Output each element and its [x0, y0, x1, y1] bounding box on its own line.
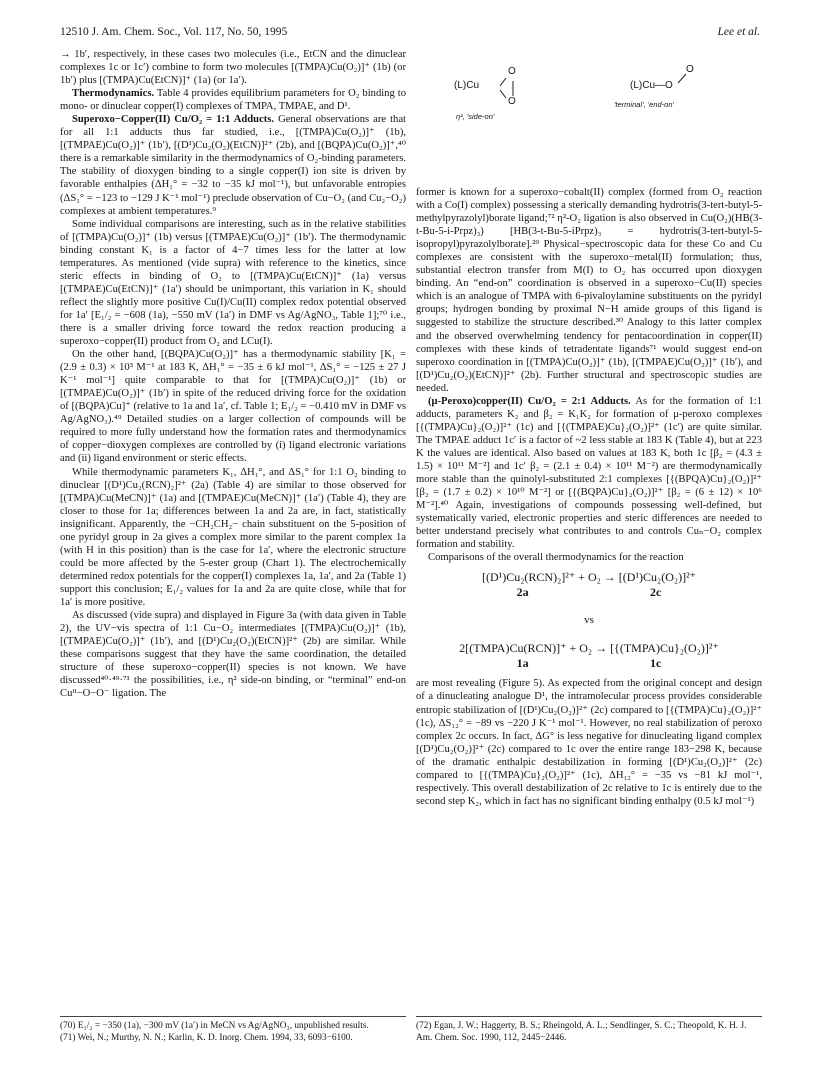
paragraph: former is known for a superoxo−cobalt(II) complex (formed from O₂ reaction with a Co(I) complex) possessing a sterically demanding hydrotris(3-tert-butyl-5-methylpyrazolyl)borate ligand;⁷² η²-O₂ ligation is also observed in Cu(O₂)(HB(3-t-Bu-5-i-Prpz)₃) [HB(3-t-Bu-5-iPrpz)₃ = hydrotris(3-tert-butyl-5-isopropyl)pyrazolylborate].²⁹ Physical−spectroscopic data for these Co and Cu complexes are consistent with the superoxo−metal(II) formulation; thus, substantial electron transfer from M(I) to O₂ has occurred upon dioxygen binding. An “end-on” coordination is observed in a superoxo−Cu(II) species which is an analogue of TMPA with 6-pivaloylamine substituents on the pyridyl groups; hydrogen bonding by proximal N−H amide groups of this ligand is suggested to stabilize the structure described.³⁰ Analogy to this latter complex and the observed overwhelming tendency for pentacoordination in copper(II) complexes with these kinds of tetradentate ligands⁷¹ would suggest end-on superoxo coordination in [(TMPA)Cu(O₂)]⁺ (1b), [(TMPAE)Cu(O₂)]⁺ (1b′), and [(D¹)Cu₂(O₂)(EtCN)]²⁺ (2b). Further structural and spectroscopic studies are needed.	[416, 187, 762, 394]
equation-2: 2[(TMPA)Cu(RCN)]⁺ + O₂ → [{(TMPA)Cu}₂(O₂)]²⁺ 1a 1c	[459, 641, 719, 671]
equation-label: 1a	[516, 656, 529, 671]
oxygen-atom: O	[508, 66, 516, 77]
binding-mode-figure	[416, 52, 762, 176]
paragraph: While thermodynamic parameters K₁, ΔH₁°, and ΔS₁° for 1:1 O₂ binding to dinuclear [(D¹)Cu₂(RCN)₂]²⁺ (2a) (Table 4) are similar to those observed for [(TMPA)Cu(MeCN)]⁺ (1a) and [(TMPAE)Cu(MeCN)]⁺ (1a′) (Table 4), they are closer to those for 1a; differences between 1a and 2a are, in fact, statistically insignificant. Apparently, the −CH₂CH₂− chain substituent on the 5-position of one pyridyl group in 2a gives a complex more similar to the parent complex 1a (with H in this position) than is the case for 1a′, where the electronic structure could be more affected by the 5-ester group (Chart 1). The electrochemically determined redox potentials for the copper(I) complexes 1a, 1a′, and 2a (Table 1) support this conclusion; E₁/₂ values for 1a and 2a are quite close, while that for 1a′ is more positive.	[60, 466, 406, 608]
equation-label: 1c	[649, 656, 662, 671]
section-heading: Thermodynamics.	[72, 88, 155, 100]
paragraph: are most revealing (Figure 5). As expected from the original concept and design of a dinucleating analogue D¹, the intramolecular process provides considerable entropic stabilization of [(D¹)Cu₂(O₂)]²⁺ (2c) compared to [{(TMPA)Cu}₂(O₂)]²⁺ (1c), ΔS₁₂° = −89 vs −220 J K⁻¹ mol⁻¹. However, no real stabilization of peroxo complex 2c occurs. In fact, ΔG° is less negative for dinucleating ligand complex [(D¹)Cu₂(O₂)]²⁺ (2c) compared to 1c over the entire range 183−298 K, because of the dramatic enthalpic destabilization in forming [(D¹)Cu₂(O₂)]²⁺ (2c) compared to [{(TMPA)Cu}₂(O₂)]²⁺ (1c), ΔH₁₂° = −35 vs −81 kJ mol⁻¹, respectively. This overall destabilization of 2c relative to 1c is entirely due to the second step K₂, which in fact has no significant binding enthalpy (0.5 kJ mol⁻¹)	[416, 678, 762, 807]
side-on-label: (L)Cu	[454, 80, 480, 91]
running-header: 12510 J. Am. Chem. Soc., Vol. 117, No. 50, 1995	[60, 26, 288, 38]
equation-label: 2a	[516, 585, 529, 600]
oxygen-atom: O	[686, 64, 694, 75]
oxygen-atom: O	[508, 96, 516, 107]
paragraph: → 1b′, respectively, in these cases two molecules (i.e., EtCN and the dinuclear complexes 1c or 1c′) combine to form two molecules [(TMPA)Cu(O₂)]⁺ (1b) (or 1b′) plus [(TMPA)Cu(EtCN)]⁺ (1a) (or 1a′).	[60, 49, 406, 87]
right-column	[416, 186, 762, 808]
side-on-caption: η², 'side-on'	[456, 112, 495, 121]
left-column	[60, 48, 406, 700]
versus-label: vs	[584, 614, 594, 627]
footnote: (71) Wei, N.; Murthy, N. N.; Karlin, K. D. Inorg. Chem. 1994, 33, 6093−6100.	[60, 1032, 353, 1043]
footnotes-right	[416, 1016, 762, 1044]
paragraph: On the other hand, [(BQPA)Cu(O₂)]⁺ has a thermodynamic stability [K₁ = (2.9 ± 0.3) × 10³ M⁻¹ at 183 K, ΔH₁° = −35 ± 6 kJ mol⁻¹, ΔS₁° = −125 ± 27 J K⁻¹ mol⁻¹] quite comparable to that for [(TMPA)Cu(O₂)]⁺ (1b) or [(TMPAE)Cu(O₂)]⁺ (1b′) in spite of the reduced driving force for the oxidation of [(BQPA)Cu]⁺ (relative to 1a and 1a′, cf. Table 1; E₁/₂ = −0.410 mV in DMF vs Ag/AgNO₃).⁴⁹ Detailed studies on a larger collection of compounds will be required to more fully understand how the formation rates and thermodynamics of copper−dioxygen complexes are controlled by (i) ligand electronic variations and (ii) ligand environment or steric effects.	[60, 349, 406, 465]
paragraph: (μ-Peroxo)copper(II) Cu/O₂ = 2:1 Adducts. As for the formation of 1:1 adducts, parameters K₂ and β₂ = K₁K₂ for formation of μ-peroxo complexes [{(TMPA)Cu}₂(O₂)]²⁺ (1c) and [{(TMPAE)Cu}₂(O₂)]²⁺ (1c′) are quite similar. The TMPAE adduct 1c′ is a factor of ~2 less stable at 183 K (Table 4), but at 223 K the values are identical. Also based on values at 183 K, both 1c [β₂ = (4.3 ± 1.5) × 10¹¹ M⁻²] and 1c′ β₂ = (2.1 ± 0.4) × 10¹¹ M⁻²) are thermodynamically more stable than the quinolyl-substituted 2:1 complexes [{(BPQA)Cu}₂(O₂)]²⁺ [β₂ = (1.7 ± 0.2) × 10¹⁰ M⁻²] or [{(BQPA)Cu}₂(O₂)]²⁺ [β₂ = (6 ± 12) × 10⁶ M⁻²].⁴⁰ Again, investigations of compounds possessing well-defined, but systematically varied, electronic properties and steric differences are needed to better understand precisely what contributes to and controls Cuₙ−O₂ complex formation and stability.	[416, 395, 763, 551]
end-on-caption: 'terminal', 'end-on'	[614, 100, 674, 109]
paragraph: Thermodynamics. Table 4 provides equilibrium parameters for O₂ binding to mono- or dinuclear copper(I) complexes of TMPA, TMPAE, and D¹.	[60, 88, 406, 113]
paragraph: Comparisons of the overall thermodynamics for the reaction	[428, 552, 684, 564]
footnotes-left	[60, 1016, 406, 1044]
paragraph: As discussed (vide supra) and displayed in Figure 3a (with data given in Table 2), the UV−vis spectra of 1:1 Cu−O₂ intermediates [(TMPA)Cu(O₂)]⁺ (1b), [(TMPAE)Cu(O₂)]⁺ (1b′), and [(D¹)Cu₂(O₂)(EtCN)]²⁺ (2b) are similar. While these comparisons suggest that they have the same coordination, the detailed structure of these superoxo−copper(II) species is not known. We have discussed⁴⁰·⁴⁹·⁷¹ the possibilities, i.e., η² side-on binding, or “terminal” end-on Cuᴵᴵ−O−O⁻ ligation. The	[60, 610, 406, 700]
section-heading: (μ-Peroxo)copper(II) Cu/O₂ = 2:1 Adducts.	[428, 395, 631, 407]
equation-label: 2c	[649, 585, 662, 600]
equation-1: [(D¹)Cu₂(RCN)₂]²⁺ + O₂ → [(D¹)Cu₂(O₂)]²⁺ 2a 2c	[481, 570, 697, 600]
paragraph: Some individual comparisons are interesting, such as in the relative stabilities of [(TMPA)Cu(O₂)]⁺ (1b) versus [(TMPAE)Cu(O₂)]⁺ (1b′). The thermodynamic binding constant K₁ is a factor of 4−7 times less for the latter at low temperatures. As mentioned (vide supra) with reference to the kinetics, since steric effects in binding of O₂ to [(TMPA)Cu(EtCN)]⁺ (1a) versus [(TMPAE)Cu(EtCN)]⁺ (1a′) should be unimportant, this variation in K₁ should reflect the slightly more positive Cu(I)/Cu(II) complex redox potential observed for 1a′ [E₁/₂ = −608 (1a), −550 mV (1a′) in DMF vs Ag/AgNO₃, Table 1];⁷⁰ i.e., there is a smaller driving force toward the redox reaction producing a superoxo−copper(II) product from O₂ and LCu(I).	[60, 218, 406, 348]
end-on-label: (L)Cu—O	[630, 80, 673, 91]
footnote: (70) E₁/₂ = −350 (1a), −300 mV (1a′) in MeCN vs Ag/AgNO₃, unpublished results.	[60, 1021, 369, 1031]
section-heading: Superoxo−Copper(II) Cu/O₂ = 1:1 Adducts.	[72, 114, 275, 126]
footnote: (72) Egan, J. W.; Haggerty, B. S.; Rheingold, A. L.; Sendlinger, S. C.; Theopold, K. H. J. Am. Chem. Soc. 1990, 112, 2445−2446.	[416, 1021, 747, 1043]
running-header-authors: Lee et al.	[717, 26, 760, 38]
paragraph: Superoxo−Copper(II) Cu/O₂ = 1:1 Adducts. General observations are that for all 1:1 adducts thus far studied, i.e., [(TMPA)Cu(O₂)]⁺ (1b), [(TMPAE)Cu(O₂)]⁺ (1b′), [(D¹)Cu₂(O₂)(EtCN)]²⁺ (2b), and [(BQPA)Cu(O₂)]⁺,⁴⁰ there is a remarkable similarity in the thermodynamics of O₂-binding parameters. The stability of dioxygen binding to a single copper(I) ion site is driven by favorable enthalpies (ΔH₁° = −32 to −35 kJ mol⁻¹), but unfavorable entropies (ΔS₁° = −123 to −129 J K⁻¹ mol⁻¹) preclude observation of Cu−O₂ (and Cu₂−O₂) complexes at ambient temperatures.⁹	[60, 114, 406, 217]
